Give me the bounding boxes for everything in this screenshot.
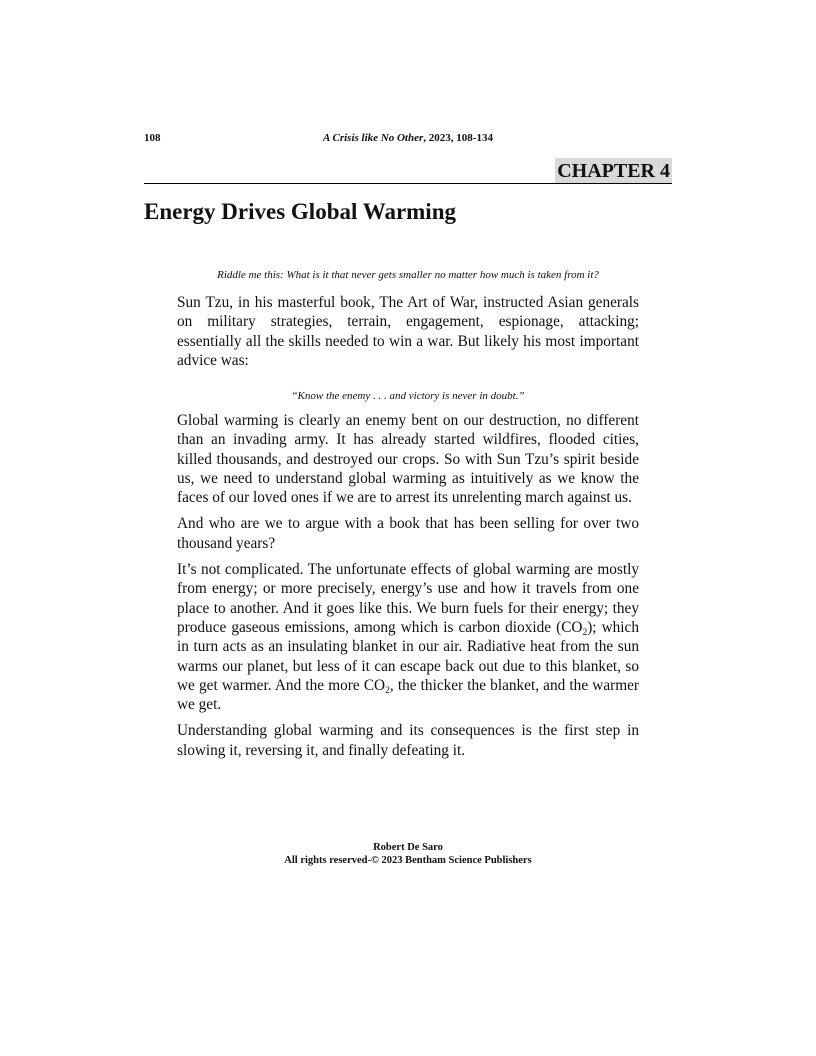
paragraph-argue: And who are we to argue with a book that has been selling for over two thousand years? (177, 515, 639, 552)
paragraph-enemy: Global warming is clearly an enemy bent on our destruction, no different than an invading army. It has already started wildfires, flooded cities, killed thousands, and destroyed our crops. So with Sun Tzu’s spirit beside us, we need to understand global warming as intuitively as we know the faces of our loved ones if we are to arrest its unrelenting march against us. (177, 412, 639, 507)
paragraph-sun-tzu: Sun Tzu, in his masterful book, The Art of War, instructed Asian generals on military strategies, terrain, engagement, espionage, attacking; essentially all the skills needed to win a war. But likely his most important advice was: (177, 294, 639, 369)
footer-author: Robert De Saro (373, 842, 443, 853)
subscript-2: 2 (582, 627, 588, 638)
energy-text-2: ); which in turn acts as an insulating blanket in our air. Radiative heat from the sun warms our planet, but less of it can escape back out due to this blanket, so we get warmer. And the more CO (177, 618, 639, 694)
epigraph-quote: “Know the enemy . . . and victory is never in doubt.” (291, 390, 525, 402)
running-head (0, 132, 816, 144)
footer (0, 842, 816, 867)
page-number: 108 (144, 132, 161, 144)
chapter-label: CHAPTER 4 (557, 160, 670, 182)
header-rule (144, 183, 672, 184)
body-block-1 (177, 293, 639, 377)
energy-text-3: , the thicker the blanket, and the warmer we get. (177, 676, 640, 714)
footer-rights: All rights reserved-© 2023 Bentham Science Publishers (284, 854, 532, 866)
book-title: A Crisis like No Other (323, 132, 424, 144)
citation: , 2023, 108-134 (423, 132, 493, 144)
body-block-2 (177, 411, 639, 767)
chapter-title: Energy Drives Global Warming (144, 199, 456, 224)
epigraph-riddle: Riddle me this: What is it that never gets smaller no matter how much is taken from it? (217, 269, 599, 281)
paragraph-understanding: Understanding global warming and its consequences is the first step in slowing it, reversing it, and finally defeating it. (177, 722, 639, 759)
energy-text-1: It’s not complicated. The unfortunate effects of global warming are mostly from energy; or more precisely, energy’s use and how it travels from one place to another. And it goes like this. We burn fuels for their energy; they produce gaseous emissions, among which is carbon dioxide (CO (177, 561, 639, 636)
paragraph-energy (177, 560, 639, 714)
subscript-2: 2 (385, 685, 390, 696)
